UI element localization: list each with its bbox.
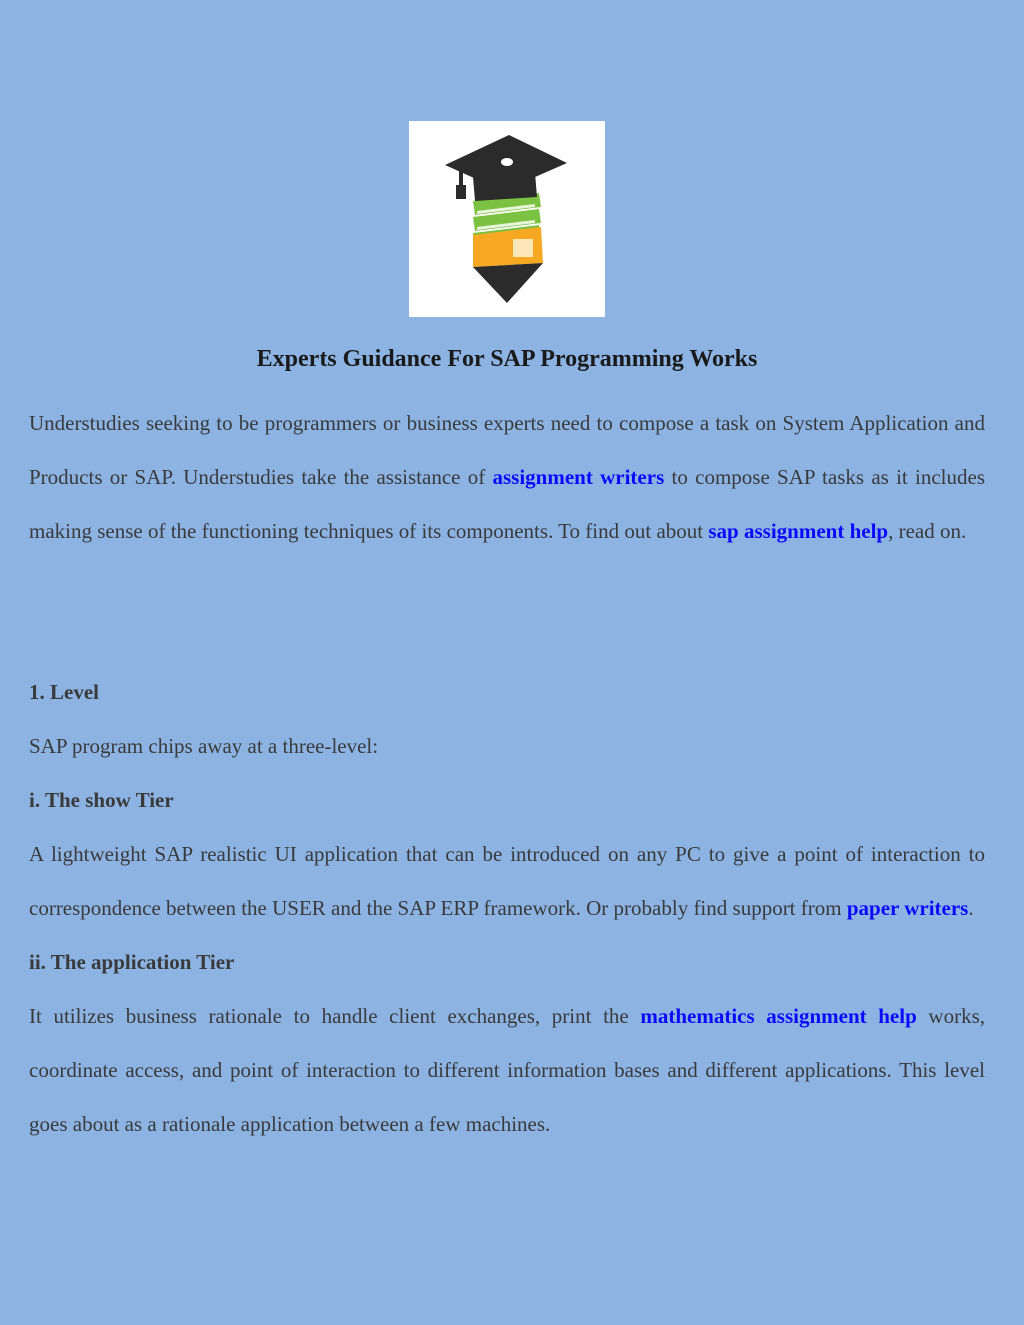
intro-text-1: Understudies seeking to be programmers or business experts need to compose a task on System Application and Products or SAP. Understudies take the assistance of <box>29 411 985 489</box>
tier-application-text-1: It utilizes business rationale to handle client exchanges, print the <box>29 1004 641 1028</box>
tier-show-paragraph <box>29 827 985 935</box>
intro-section <box>29 396 985 558</box>
level-section <box>29 665 985 1151</box>
logo <box>409 121 605 317</box>
level-intro: SAP program chips away at a three-level: <box>29 734 379 758</box>
sap-assignment-help-link[interactable]: sap assignment help <box>708 519 889 543</box>
tier-heading-show: i. The show Tier <box>29 788 174 812</box>
page-title: Experts Guidance For SAP Programming Works <box>256 346 758 372</box>
tier-application-text-2: works, coordinate access, and point of interaction to different information bases and different applications. This level goes about as a rationale application between a few machines. <box>29 1004 985 1136</box>
tier-show-text-1: A lightweight SAP realistic UI application that can be introduced on any PC to give a point of interaction to correspondence between the USER and the SAP ERP framework. Or probably find support from <box>29 842 985 920</box>
assignment-writers-link[interactable]: assignment writers <box>492 465 665 489</box>
tier-heading-application: ii. The application Tier <box>29 950 235 974</box>
intro-paragraph <box>29 396 985 558</box>
tier-application-paragraph <box>29 989 985 1151</box>
intro-text-3: , read on. <box>888 519 967 543</box>
intro-text-2: to compose SAP tasks as it includes making sense of the functioning techniques of its components. To find out about <box>29 465 985 543</box>
graduation-cap-pencil-book-icon <box>409 121 605 317</box>
mathematics-assignment-help-link[interactable]: mathematics assignment help <box>640 1004 917 1028</box>
section-heading-level: 1. Level <box>29 680 99 704</box>
tier-show-text-2: . <box>968 896 974 920</box>
paper-writers-link[interactable]: paper writers <box>846 896 969 920</box>
